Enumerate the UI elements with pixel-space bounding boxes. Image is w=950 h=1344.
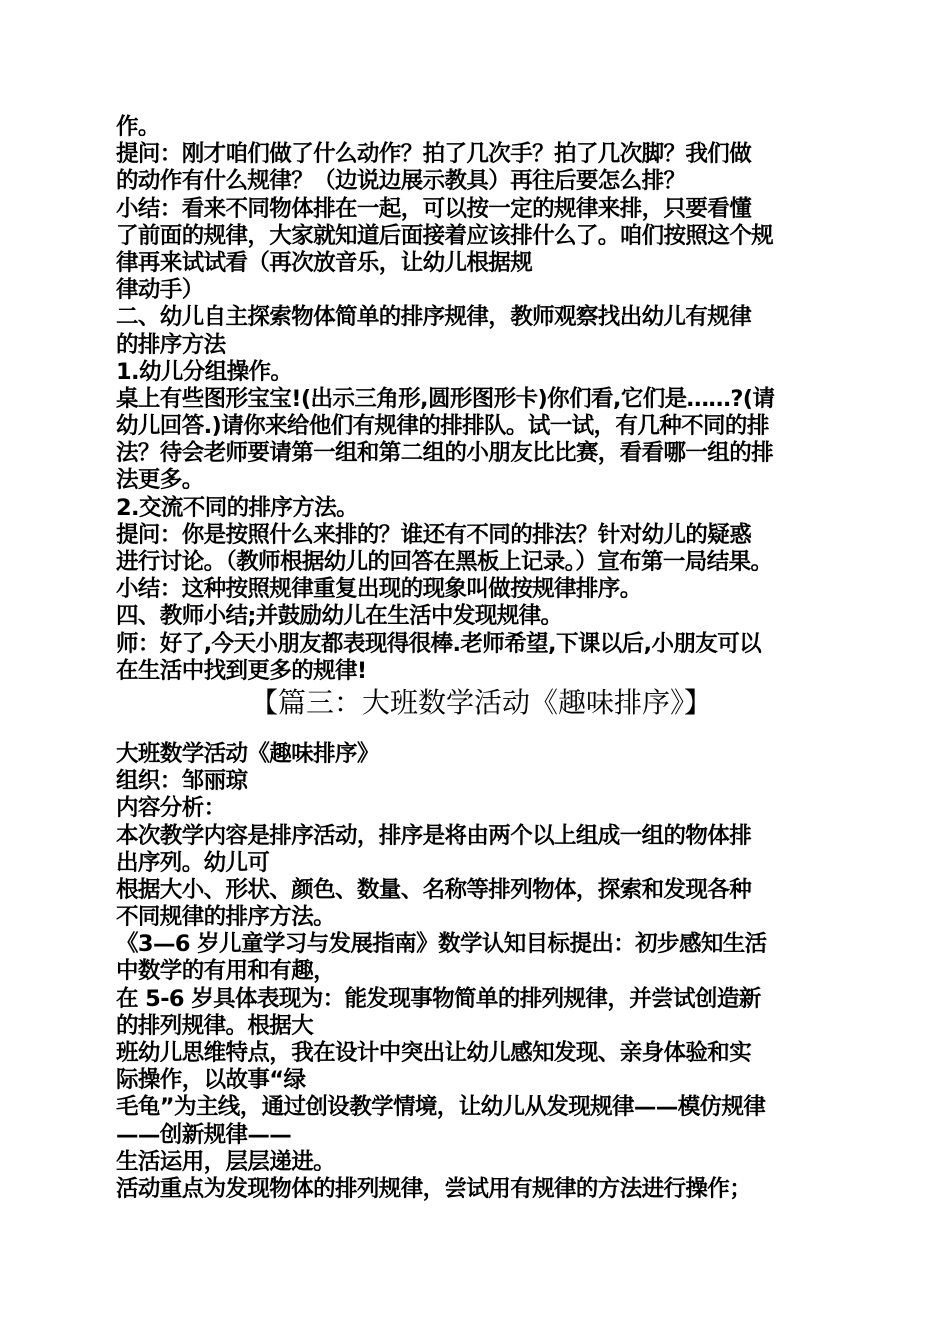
text-line: 的排列规律。根据大	[116, 1012, 314, 1039]
lesson-text-block-2	[116, 741, 846, 1203]
text-line: 班幼儿思维特点，我在设计中突出让幼儿感知发现、亲身体验和实	[116, 1040, 752, 1066]
text-line: 出序列。幼儿可	[116, 849, 270, 876]
text-line: 法？待会老师要请第一组和第二组的小朋友比比赛，看看哪一组的排	[116, 440, 774, 467]
text-line: 进行讨论。（教师根据幼儿的回答在黑板上记录。）宣布第一局结果。	[116, 549, 773, 575]
section-heading: 【篇三：大班数学活动《趣味排序》】	[249, 685, 712, 719]
text-line: 作。	[116, 114, 160, 140]
text-line: 小结：这种按照规律重复出现的现象叫做按规律排序。	[116, 576, 642, 603]
text-line: 毛龟”为主线，通过创设教学情境，让幼儿从发现规律——模仿规律	[116, 1094, 766, 1121]
text-line: 律再来试试看（再次放音乐，让幼儿根据规	[116, 249, 533, 276]
text-line: 小结：看来不同物体排在一起，可以按一定的规律来排，只要看懂	[116, 195, 752, 222]
document-body	[116, 114, 846, 1203]
text-line: 不同规律的排序方法。	[116, 904, 336, 931]
text-line: ——创新规律——	[116, 1121, 292, 1148]
text-line: 的排序方法	[116, 331, 226, 358]
text-line: 内容分析：	[116, 795, 226, 822]
text-line: 的动作有什么规律？（边说边展示教具）再往后要怎么排？	[116, 168, 686, 195]
text-line: 本次教学内容是排序活动，排序是将由两个以上组成一组的物体排	[116, 822, 752, 849]
text-line: 《3—6 岁儿童学习与发展指南》数学认知目标提出：初步感知生活	[116, 931, 767, 958]
text-line: 1.幼儿分组操作。	[116, 358, 293, 385]
text-line: 四、教师小结;并鼓励幼儿在生活中发现规律。	[116, 603, 563, 630]
lesson-text-block	[116, 114, 846, 685]
text-line: 组织：邹丽琼	[116, 768, 248, 795]
text-line: 在 5-6 岁具体表现为：能发现事物简单的排列规律，并尝试创造新	[116, 985, 761, 1012]
text-line: 律动手）	[116, 277, 204, 304]
text-line: 生活运用，层层递进。	[116, 1148, 336, 1175]
text-line: 法更多。	[116, 467, 204, 494]
text-line: 大班数学活动《趣味排序》	[116, 740, 379, 767]
text-line: 桌上有些图形宝宝!(出示三角形,圆形图形卡)你们看,它们是……?(请	[116, 385, 775, 412]
text-line: 提问：刚才咱们做了什么动作？拍了几次手？拍了几次脚？我们做	[116, 141, 752, 168]
text-line: 际操作，以故事“绿	[116, 1067, 306, 1094]
text-line: 根据大小、形状、颜色、数量、名称等排列物体，探索和发现各种	[116, 876, 752, 903]
text-line: 中数学的有用和有趣，	[116, 958, 336, 985]
text-line: 二、幼儿自主探索物体简单的排序规律，教师观察找出幼儿有规律	[116, 304, 752, 331]
text-line: 在生活中找到更多的规律!	[116, 657, 367, 684]
text-line: 了前面的规律，大家就知道后面接着应该排什么了。咱们按照这个规	[116, 222, 774, 249]
text-line: 活动重点为发现物体的排列规律，尝试用有规律的方法进行操作；	[116, 1175, 752, 1202]
text-line: 2.交流不同的排序方法。	[116, 494, 359, 521]
text-line: 提问：你是按照什么来排的？谁还有不同的排法？针对幼儿的疑惑	[116, 521, 752, 548]
text-line: 师：好了,今天小朋友都表现得很棒.老师希望,下课以后,小朋友可以	[116, 630, 761, 657]
text-line: 幼儿回答.)请你来给他们有规律的排排队。试一试，有几种不同的排	[116, 413, 769, 440]
